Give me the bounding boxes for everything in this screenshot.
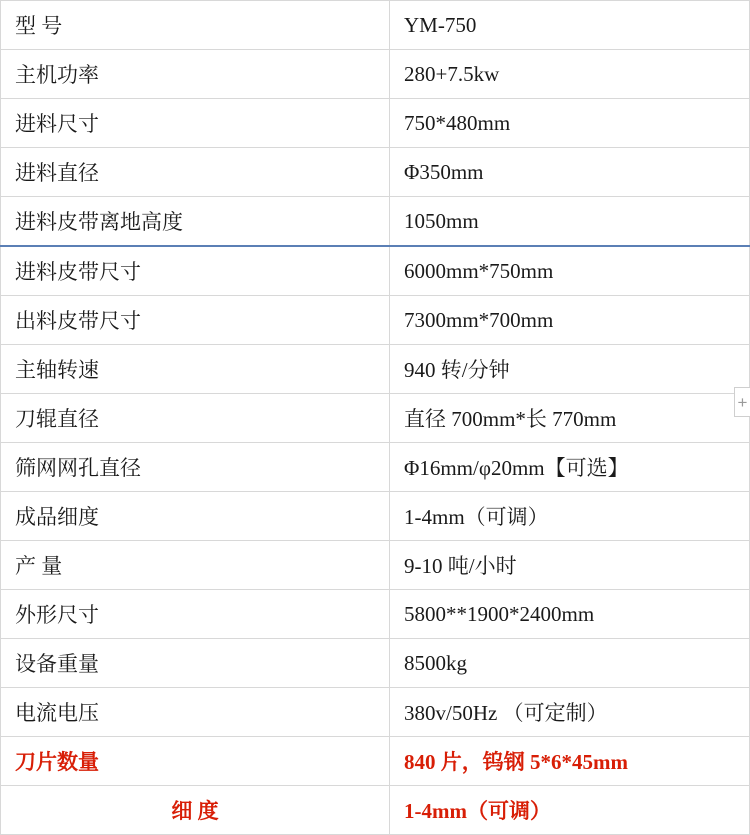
spec-label: 筛网网孔直径	[1, 443, 390, 492]
spec-label: 外形尺寸	[1, 590, 390, 639]
spec-value: 840 片，钨钢 5*6*45mm	[390, 737, 750, 786]
spec-value: 280+7.5kw	[390, 50, 750, 99]
spec-value: 1-4mm（可调）	[390, 786, 750, 835]
spec-label: 进料皮带尺寸	[1, 246, 390, 296]
spec-label: 出料皮带尺寸	[1, 296, 390, 345]
table-body	[1, 1, 750, 835]
spec-label: 刀片数量	[1, 737, 390, 786]
spec-value: Φ350mm	[390, 148, 750, 197]
spec-label: 进料直径	[1, 148, 390, 197]
spec-label: 主机功率	[1, 50, 390, 99]
spec-value: 6000mm*750mm	[390, 246, 750, 296]
spec-value: 1-4mm（可调）	[390, 492, 750, 541]
table-row	[1, 246, 750, 296]
table-row	[1, 688, 750, 737]
spec-value: 1050mm	[390, 197, 750, 247]
spec-value: 380v/50Hz （可定制）	[390, 688, 750, 737]
spec-label: 进料皮带离地高度	[1, 197, 390, 247]
table-row	[1, 99, 750, 148]
table-row	[1, 590, 750, 639]
table-row	[1, 50, 750, 99]
table-row	[1, 639, 750, 688]
spec-label: 电流电压	[1, 688, 390, 737]
spec-value: 750*480mm	[390, 99, 750, 148]
spec-value: YM-750	[390, 1, 750, 50]
table-row	[1, 296, 750, 345]
table-row	[1, 394, 750, 443]
spec-label: 刀辊直径	[1, 394, 390, 443]
spec-label: 产 量	[1, 541, 390, 590]
spec-value: 5800**1900*2400mm	[390, 590, 750, 639]
table-row	[1, 148, 750, 197]
table-row	[1, 443, 750, 492]
spec-label: 细 度	[1, 786, 390, 835]
table-row	[1, 737, 750, 786]
spec-label: 设备重量	[1, 639, 390, 688]
spec-label: 进料尺寸	[1, 99, 390, 148]
table-row	[1, 197, 750, 247]
table-row	[1, 786, 750, 835]
table-row	[1, 1, 750, 50]
table-row	[1, 541, 750, 590]
spec-value: Φ16mm/φ20mm【可选】	[390, 443, 750, 492]
spec-value: 940 转/分钟	[390, 345, 750, 394]
spec-value: 7300mm*700mm	[390, 296, 750, 345]
spec-label: 型 号	[1, 1, 390, 50]
expand-plus-icon[interactable]: +	[734, 387, 750, 417]
spec-value: 9-10 吨/小时	[390, 541, 750, 590]
spec-value: 直径 700mm*长 770mm	[390, 394, 750, 443]
spec-label: 主轴转速	[1, 345, 390, 394]
table-row	[1, 345, 750, 394]
spec-label: 成品细度	[1, 492, 390, 541]
table-row	[1, 492, 750, 541]
spec-value: 8500kg	[390, 639, 750, 688]
